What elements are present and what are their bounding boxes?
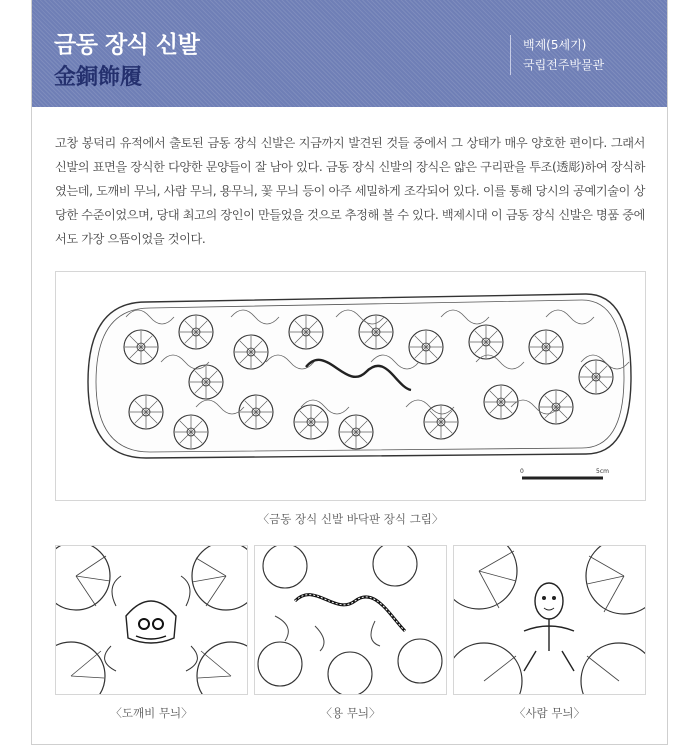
page-title-hanja: 金銅飾履 xyxy=(54,64,143,90)
main-figure-caption: 〈금동 장식 신발 바닥판 장식 그림〉 xyxy=(257,512,444,526)
header-banner xyxy=(32,0,667,107)
scale-zero-label: 0 xyxy=(520,468,524,475)
detail-dokkaebi-figure xyxy=(55,545,248,695)
person-drawing xyxy=(454,546,645,694)
description-paragraph: 고창 봉덕리 유적에서 출토된 금동 장식 신발은 지금까지 발견된 것들 중에서 그 상태가 매우 양호한 편이다. 그래서 신발의 표면을 장식한 다양한 문양들이 잘 남아 있다. 금동 장식 신발의 장식은 얇은 구리판을 투조(透彫)하여 장식하였는데, 도깨비 무늬, 사람 무늬, 용무늬, 꽃 무늬 등이 아주 세밀하게 조각되어 있다. 이를 통해 당시의 공예기술이 상당한 수준이었으며, 당대 최고의 장인이 만들었을 것으로 추정해 볼 수 있다. 백제시대 이 금동 장식 신발은 명품 중에서도 가장 으뜸이었을 것이다. xyxy=(55,136,645,246)
scale-end-label: 5cm xyxy=(596,468,609,475)
detail-dragon-figure xyxy=(254,545,447,695)
content-card xyxy=(31,0,668,745)
dokkaebi-drawing xyxy=(56,546,247,694)
detail-dokkaebi-caption: 〈도깨비 무늬〉 xyxy=(110,706,193,720)
artifact-meta xyxy=(510,35,604,75)
detail-person-caption: 〈사람 무늬〉 xyxy=(513,706,586,720)
sole-drawing-figure xyxy=(55,271,646,501)
page-title: 금동 장식 신발 xyxy=(54,32,200,58)
detail-dragon-caption: 〈용 무늬〉 xyxy=(320,706,381,720)
sole-drawing xyxy=(56,272,645,500)
museum-label: 국립전주박물관 xyxy=(523,58,605,72)
detail-person-figure xyxy=(453,545,646,695)
period-label: 백제(5세기) xyxy=(523,38,587,52)
dragon-drawing xyxy=(255,546,446,694)
